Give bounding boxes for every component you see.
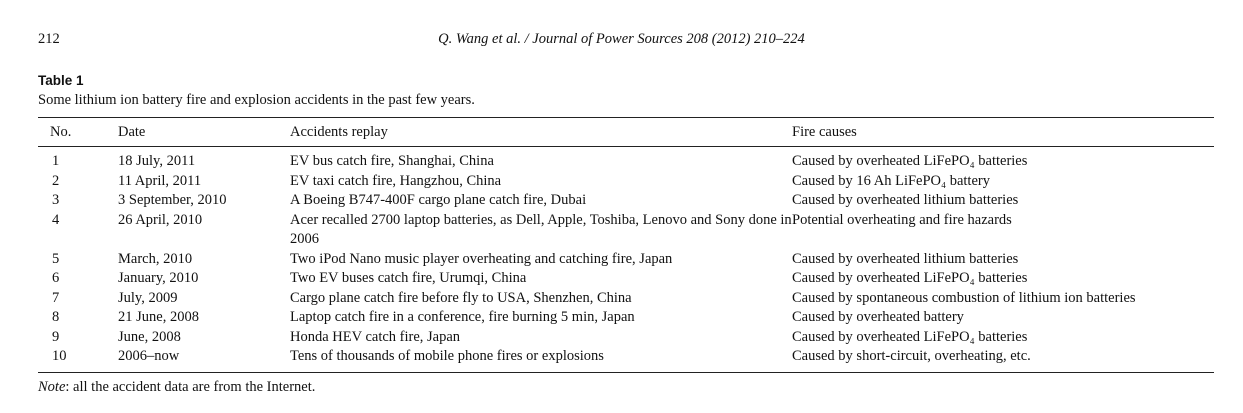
- cell-accident: Acer recalled 2700 laptop batteries, as Dell, Apple, Toshiba, Lenovo and Sony done in 2006: [290, 211, 792, 247]
- table-row: [38, 250, 1214, 270]
- cell-accident: EV taxi catch fire, Hangzhou, China: [290, 172, 502, 189]
- table-row: [38, 269, 1214, 289]
- cell-cause: Caused by overheated battery: [792, 309, 964, 325]
- cell-cause: Caused by overheated LiFePO₄ batteries: [792, 153, 1028, 169]
- column-header-accidents: Accidents replay: [290, 123, 388, 140]
- cell-date: June, 2008: [118, 328, 181, 345]
- cell-date: January, 2010: [118, 270, 199, 286]
- cell-date: 21 June, 2008: [118, 309, 199, 325]
- cell-cause: Potential overheating and fire hazards: [792, 211, 1012, 228]
- table-row: [38, 308, 1214, 328]
- running-header: Q. Wang et al. / Journal of Power Sources 208 (2012) 210–224: [438, 31, 805, 47]
- table-title: Table 1: [38, 73, 84, 88]
- cell-accident: A Boeing B747-400F cargo plane catch fire, Dubai: [290, 192, 587, 208]
- cell-cause: Caused by spontaneous combustion of lithium ion batteries: [792, 289, 1136, 306]
- column-header-no: No.: [50, 123, 72, 140]
- column-header-date: Date: [118, 123, 146, 140]
- cell-date: 11 April, 2011: [118, 172, 202, 189]
- cell-accident: Two EV buses catch fire, Urumqi, China: [290, 270, 527, 286]
- cell-no: 7: [52, 289, 60, 306]
- table-row: [38, 152, 1214, 172]
- table-row: [38, 211, 1214, 250]
- cell-date: 26 April, 2010: [118, 211, 203, 228]
- page-number: 212: [38, 31, 60, 47]
- cell-date: 2006–now: [118, 348, 180, 364]
- cell-cause: Caused by overheated LiFePO₄ batteries: [792, 328, 1028, 345]
- cell-date: 3 September, 2010: [118, 192, 227, 208]
- cell-accident: Tens of thousands of mobile phone fires or explosions: [290, 348, 604, 364]
- cell-accident: Cargo plane catch fire before fly to USA, Shenzhen, China: [290, 289, 632, 306]
- cell-accident: Two iPod Nano music player overheating and catching fire, Japan: [290, 250, 673, 267]
- cell-no: 8: [52, 309, 60, 325]
- note-text: : all the accident data are from the Internet.: [65, 378, 316, 395]
- cell-no: 2: [52, 172, 60, 189]
- cell-date: March, 2010: [118, 250, 193, 267]
- cell-no: 6: [52, 270, 60, 286]
- cell-accident: EV bus catch fire, Shanghai, China: [290, 153, 494, 169]
- column-header-causes: Fire causes: [792, 123, 857, 140]
- cell-no: 10: [52, 348, 67, 364]
- note-label: Note: [38, 378, 66, 395]
- cell-date: 18 July, 2011: [118, 153, 196, 169]
- cell-date: July, 2009: [118, 289, 178, 306]
- table-row: [38, 347, 1214, 367]
- table-note: [38, 378, 1214, 396]
- cell-no: 4: [52, 211, 60, 228]
- cell-no: 5: [52, 250, 60, 267]
- cell-cause: Caused by short-circuit, overheating, etc.: [792, 348, 1031, 364]
- cell-accident: Honda HEV catch fire, Japan: [290, 328, 461, 345]
- table-row: [38, 191, 1214, 211]
- table-row: [38, 328, 1214, 348]
- cell-no: 1: [52, 153, 60, 169]
- cell-no: 9: [52, 328, 60, 345]
- table-bottom-rule: [38, 372, 1214, 373]
- table-block: [38, 72, 1214, 396]
- table-row: [38, 289, 1214, 309]
- table-header-row: [38, 118, 1214, 146]
- table-body: [38, 147, 1214, 372]
- cell-accident: Laptop catch fire in a conference, fire burning 5 min, Japan: [290, 309, 635, 325]
- table-row: [38, 172, 1214, 192]
- cell-cause: Caused by 16 Ah LiFePO₄ battery: [792, 172, 990, 189]
- cell-cause: Caused by overheated LiFePO₄ batteries: [792, 270, 1028, 286]
- cell-cause: Caused by overheated lithium batteries: [792, 250, 1019, 267]
- table-caption: Some lithium ion battery fire and explosion accidents in the past few years.: [38, 92, 475, 108]
- cell-no: 3: [52, 192, 60, 208]
- cell-cause: Caused by overheated lithium batteries: [792, 192, 1019, 208]
